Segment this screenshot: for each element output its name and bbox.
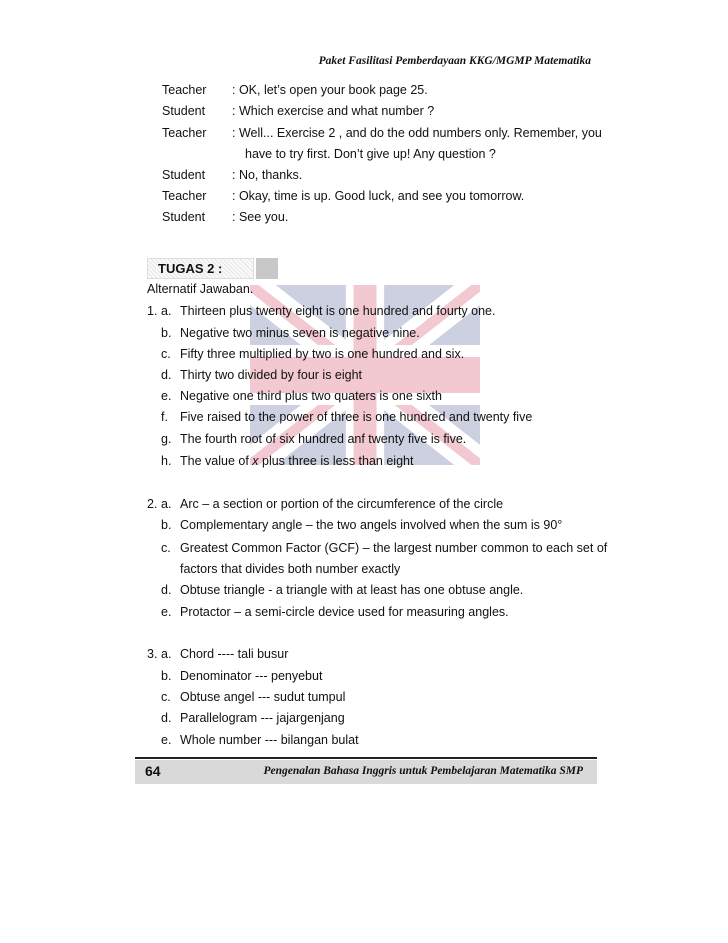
footer-rule [135, 757, 597, 759]
list-item: Protactor – a semi-circle device used for measuring angles. [180, 605, 509, 619]
list-item: Whole number --- bilangan bulat [180, 733, 359, 747]
item-letter: a. [161, 497, 172, 511]
item-letter: a. [161, 304, 172, 318]
section-number: 3. [147, 647, 158, 661]
list-item: Complementary angle – the two angels involved when the sum is 90° [180, 518, 563, 532]
list-item: Obtuse triangle - a triangle with at least has one obtuse angle. [180, 583, 524, 597]
tugas-gray-box [256, 258, 278, 279]
item-letter: c. [161, 690, 171, 704]
list-item [180, 454, 413, 468]
list-item: Negative two minus seven is negative nine. [180, 326, 420, 340]
list-item-continuation: factors that divides both number exactly [180, 562, 401, 576]
item-text-post: plus three is less than eight [258, 454, 414, 468]
item-text-pre: The value of [180, 454, 253, 468]
footer [135, 760, 597, 784]
dialogue-text: have to try first. Don’t give up! Any question ? [245, 147, 496, 161]
item-letter: e. [161, 733, 172, 747]
list-item: Five raised to the power of three is one hundred and twenty five [180, 410, 533, 424]
item-letter: a. [161, 647, 172, 661]
item-letter: b. [161, 518, 172, 532]
list-item: Thirteen plus twenty eight is one hundred and fourty one. [180, 304, 496, 318]
speaker: Teacher [162, 126, 207, 140]
list-item: Parallelogram --- jajargenjang [180, 711, 345, 725]
header-title: Paket Fasilitasi Pemberdayaan KKG/MGMP Matematika [318, 55, 591, 67]
list-item: Arc – a section or portion of the circumference of the circle [180, 497, 504, 511]
page-number: 64 [145, 763, 161, 779]
footer-title: Pengenalan Bahasa Inggris untuk Pembelajaran Matematika SMP [263, 765, 583, 777]
speaker: Student [162, 104, 206, 118]
item-letter: e. [161, 389, 172, 403]
dialogue-text: : Well... Exercise 2 , and do the odd numbers only. Remember, you [232, 126, 602, 140]
dialogue-text: : OK, let’s open your book page 25. [232, 83, 428, 97]
tugas-label: TUGAS 2 : [158, 261, 223, 276]
item-letter: d. [161, 368, 172, 382]
section-number: 2. [147, 497, 158, 511]
item-letter: e. [161, 605, 172, 619]
dialogue-text: : Which exercise and what number ? [232, 104, 435, 118]
list-item: Obtuse angel --- sudut tumpul [180, 690, 346, 704]
speaker: Teacher [162, 189, 207, 203]
item-letter: b. [161, 669, 172, 683]
speaker: Student [162, 168, 206, 182]
item-letter: g. [161, 432, 172, 446]
item-letter: h. [161, 454, 172, 468]
list-item: Fifty three multiplied by two is one hundred and six. [180, 347, 465, 361]
item-letter: d. [161, 711, 172, 725]
list-item: The fourth root of six hundred anf twenty five is five. [180, 432, 467, 446]
item-letter: f. [161, 410, 168, 424]
section-number: 1. [147, 304, 158, 318]
item-letter: d. [161, 583, 172, 597]
list-item: Chord ---- tali busur [180, 647, 289, 661]
speaker: Student [162, 210, 206, 224]
list-item: Thirty two divided by four is eight [180, 368, 363, 382]
dialogue-text: : Okay, time is up. Good luck, and see you tomorrow. [232, 189, 525, 203]
item-letter: c. [161, 541, 171, 555]
speaker: Teacher [162, 83, 207, 97]
variable-x: x [252, 454, 259, 468]
dialogue-text: : See you. [232, 210, 289, 224]
item-letter: b. [161, 326, 172, 340]
tugas-label-box [147, 258, 254, 279]
item-letter: c. [161, 347, 171, 361]
intro-text: Alternatif Jawaban. [147, 282, 254, 296]
dialogue-text: : No, thanks. [232, 168, 303, 182]
list-item: Negative one third plus two quaters is one sixth [180, 389, 442, 403]
list-item: Denominator --- penyebut [180, 669, 323, 683]
list-item: Greatest Common Factor (GCF) – the largest number common to each set of [180, 541, 608, 555]
